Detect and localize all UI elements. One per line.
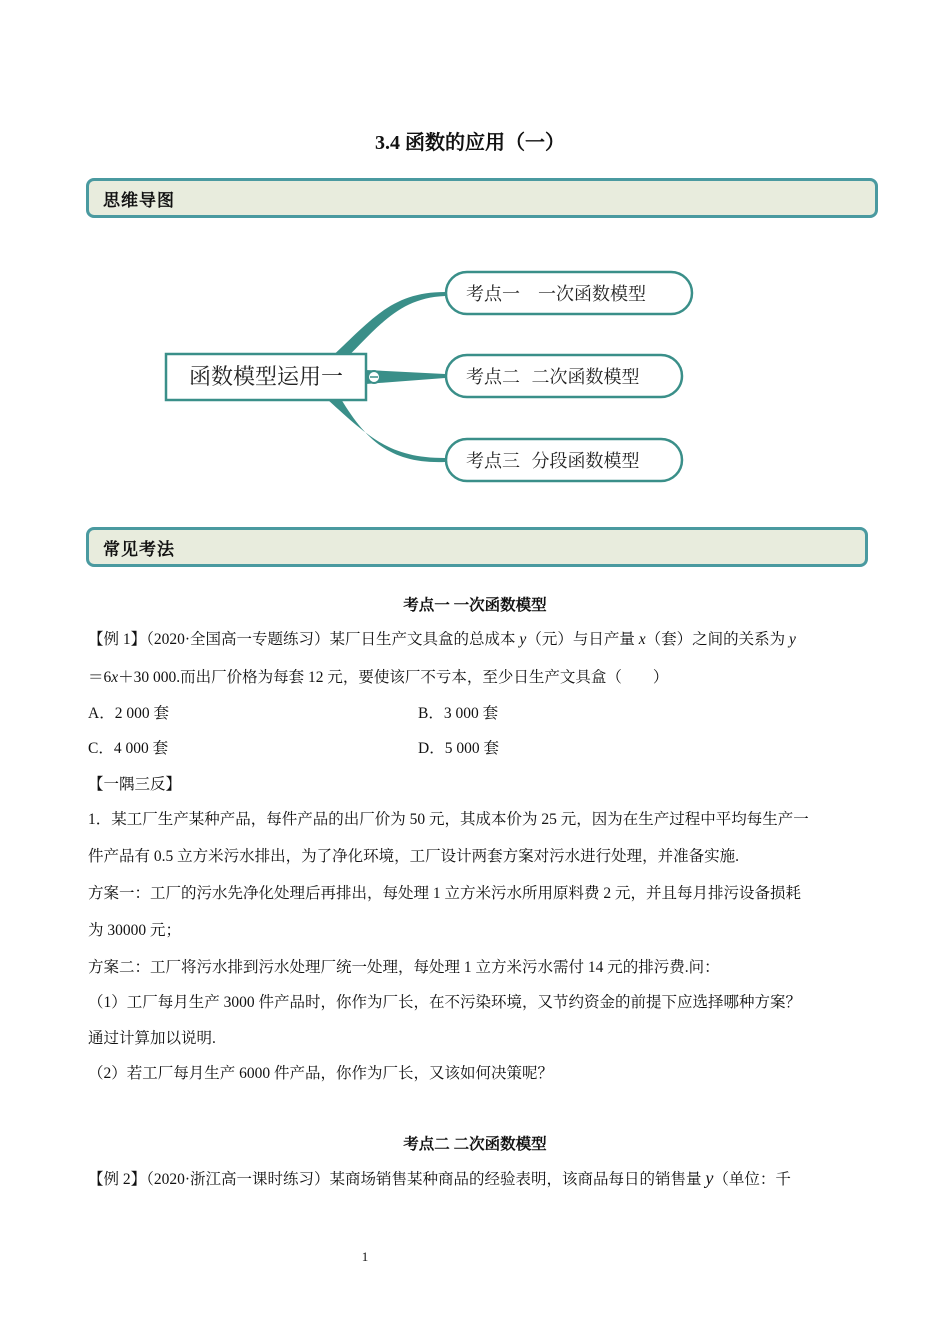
mind-map bbox=[160, 262, 720, 507]
point1-heading: 考点一 一次函数模型 bbox=[403, 597, 547, 614]
question1-line5: 方案二：工厂将污水排到污水处理厂统一处理，每处理 1 立方米污水需付 14 元的排污费.问： bbox=[88, 959, 720, 976]
page-title: 3.4 函数的应用（一） bbox=[375, 132, 565, 154]
question1-line1: 1．某工厂生产某种产品，每件产品的出厂价为 50 元，其成本价为 25 元，因为在生产过程中平均每生产一 bbox=[88, 811, 809, 828]
branch-label-3: 考点三 分段函数模型 bbox=[466, 451, 640, 472]
question1-line7: 通过计算加以说明. bbox=[88, 1030, 216, 1047]
question1-line2: 件产品有 0.5 立方米污水排出，为了净化环境，工厂设计两套方案对污水进行处理，并准备实施. bbox=[88, 848, 740, 865]
question1-line8: （2）若工厂每月生产 6000 件产品，你作为厂长，又该如何决策呢？ bbox=[88, 1065, 554, 1082]
mind-map-section-label: 思维导图 bbox=[103, 190, 175, 210]
branch-label-1: 考点一 一次函数模型 bbox=[466, 284, 646, 305]
common-methods-section-header bbox=[86, 527, 868, 567]
question1-line6: （1）工厂每月生产 3000 件产品时，你作为厂长，在不污染环境，又节约资金的前提下应选择哪种方案？ bbox=[88, 994, 802, 1011]
example2-line1: 【例 2】（2020·浙江高一课时练习）某商场销售某种商品的经验表明，该商品每日的销售量 y（单位：千 bbox=[88, 1168, 791, 1188]
mind-map-section-header bbox=[86, 178, 878, 218]
option-d: D．5 000 套 bbox=[418, 740, 499, 757]
question1-line3: 方案一：工厂的污水先净化处理后再排出，每处理 1 立方米污水所用原料费 2 元，并且每月排污设备损耗 bbox=[88, 885, 802, 902]
common-methods-section-label: 常见考法 bbox=[103, 539, 175, 559]
example1-line2: ＝6x＋30 000.而出厂价格为每套 12 元，要使该厂不亏本，至少日生产文具盒（ ） bbox=[88, 669, 669, 686]
option-c: C．4 000 套 bbox=[88, 740, 169, 757]
point2-heading: 考点二 二次函数模型 bbox=[403, 1136, 547, 1153]
branch-label-2: 考点二 二次函数模型 bbox=[466, 367, 640, 388]
mind-map-root-label: 函数模型运用一 bbox=[188, 365, 344, 390]
page-number: 1 bbox=[361, 1249, 369, 1264]
option-a: A．2 000 套 bbox=[88, 705, 169, 722]
question1-line4: 为 30000 元； bbox=[88, 922, 182, 939]
branch-connector-bottom bbox=[328, 394, 445, 462]
option-b: B．3 000 套 bbox=[418, 705, 499, 722]
example1-line1: 【例 1】（2020·全国高一专题练习）某厂日生产文具盒的总成本 y（元）与日产量 x（套）之间的关系为 y bbox=[88, 631, 796, 648]
mind-map-diagram bbox=[160, 262, 720, 502]
practice-label: 【一隅三反】 bbox=[88, 776, 182, 793]
